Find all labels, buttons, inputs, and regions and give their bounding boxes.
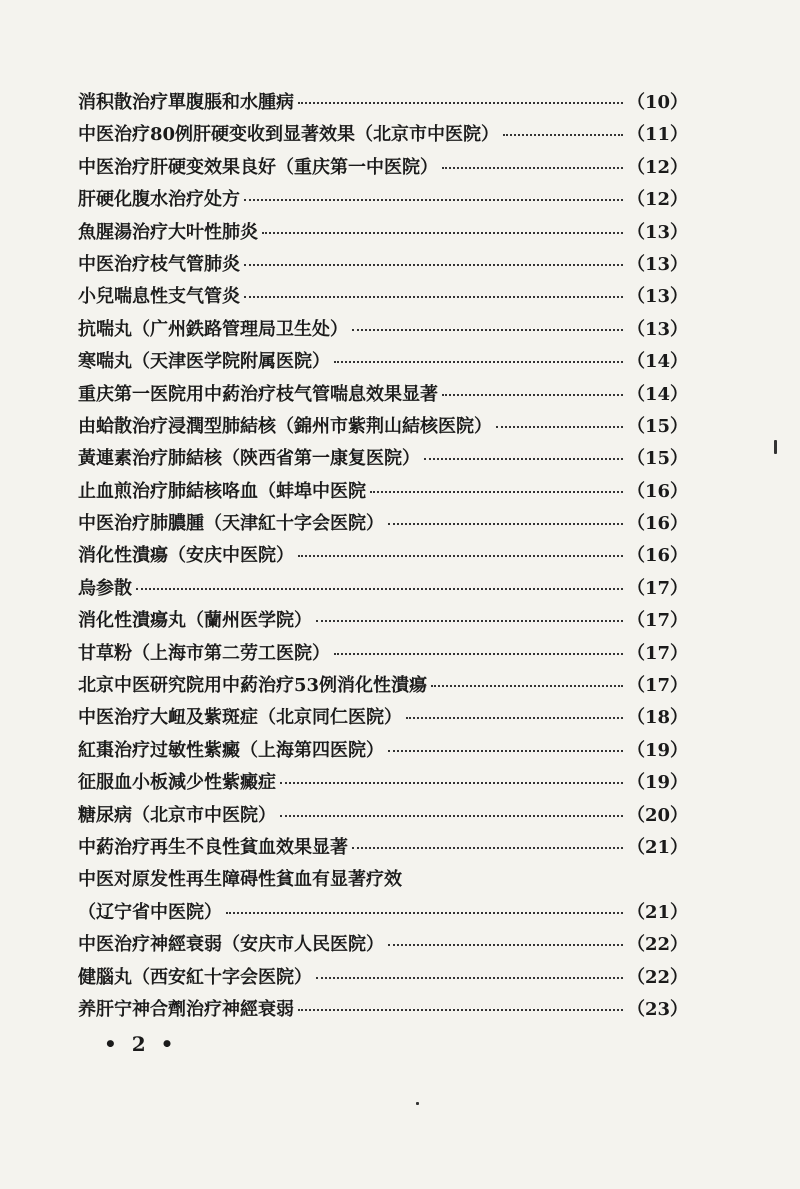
toc-entry — [78, 282, 688, 314]
toc-page-number: 16 — [644, 480, 670, 502]
dot-leader — [406, 717, 623, 719]
toc-entry — [78, 315, 688, 347]
toc-entry — [78, 703, 688, 735]
toc-page-number: 17 — [644, 675, 670, 697]
dot-leader — [388, 523, 623, 525]
toc-page-ref: （22） — [626, 934, 688, 956]
toc-entry-title: 征服血小板減少性紫癜症 — [78, 772, 276, 794]
dot-leader — [244, 264, 623, 266]
page-number: • 2 • — [104, 1032, 178, 1056]
toc-entry-title: 止血煎治疗肺結核咯血（蚌埠中医院 — [78, 480, 366, 502]
dot-leader — [442, 394, 623, 396]
toc-page-ref: （21） — [626, 836, 688, 858]
toc-page-number: 13 — [644, 253, 670, 275]
toc-page-number: 15 — [644, 415, 670, 437]
dot-leader — [352, 847, 623, 849]
ink-speck — [774, 440, 777, 454]
toc-page-ref: （14） — [626, 383, 688, 405]
toc-page-ref: （18） — [626, 707, 688, 729]
toc-page-number: 14 — [644, 351, 670, 373]
dot-leader — [316, 620, 623, 622]
toc-page-ref: （17） — [626, 577, 688, 599]
toc-entry — [78, 477, 688, 509]
toc-entry-title: 中医治疗80例肝硬变收到显著效果（北京市中医院） — [78, 124, 500, 146]
toc-entry-title: 消化性潰瘍丸（蘭州医学院） — [78, 610, 312, 632]
toc-entry — [78, 185, 688, 217]
toc-entry-title: 中葯治疗再生不良性貧血效果显著 — [78, 836, 348, 858]
toc-entry — [78, 412, 688, 444]
dot-leader — [298, 102, 623, 104]
toc-page-ref: （20） — [626, 804, 688, 826]
toc-entry-title: 魚腥湯治疗大叶性肺炎 — [78, 221, 258, 243]
toc-page-number: 10 — [644, 92, 670, 113]
toc-entry-title: （辽宁省中医院） — [78, 901, 222, 923]
toc-page-number: 22 — [644, 966, 670, 988]
toc-page-ref: （17） — [626, 675, 688, 697]
toc-page-number: 11 — [644, 124, 670, 146]
toc-entry-title: 中医治疗神經衰弱（安庆市人民医院） — [78, 934, 384, 956]
toc-page-ref: （12） — [626, 189, 688, 211]
dot-leader — [503, 134, 623, 136]
toc-entry — [78, 898, 688, 930]
toc-entry — [78, 833, 688, 865]
toc-page-ref: （16） — [626, 513, 688, 535]
toc-entry-title: 由蛤散治疗浸潤型肺結核（錦州市紫荆山結核医院） — [78, 415, 492, 437]
toc-page-ref: （17） — [626, 642, 688, 664]
toc-entry-title: 甘草粉（上海市第二劳工医院） — [78, 642, 330, 664]
toc-page-number: 16 — [644, 513, 670, 535]
dot-leader — [424, 458, 623, 460]
dot-leader — [334, 361, 623, 363]
dot-leader — [244, 199, 623, 201]
toc-page-number: 21 — [644, 901, 670, 923]
toc-page-number: 13 — [644, 286, 670, 308]
toc-entry — [78, 963, 688, 995]
dot-leader — [244, 296, 623, 298]
toc-page-ref: （13） — [626, 318, 688, 340]
toc-page-number: 19 — [644, 739, 670, 761]
toc-entry — [78, 930, 688, 962]
toc-page-number: 14 — [644, 383, 670, 405]
toc-entry — [78, 250, 688, 282]
toc-entry-title: 重庆第一医院用中葯治疗枝气管喘息效果显著 — [78, 383, 438, 405]
toc-entry-title: 烏参散 — [78, 577, 132, 599]
toc-entry — [78, 380, 688, 412]
dot-leader — [298, 1009, 623, 1011]
dot-leader — [316, 977, 623, 979]
toc-page-number: 12 — [644, 189, 670, 211]
toc-page-ref: （13） — [626, 286, 688, 308]
toc-entry-title: 中医治疗大衄及紫斑症（北京同仁医院） — [78, 707, 402, 729]
dot-leader — [431, 685, 623, 687]
toc-entry-title: 糖尿病（北京市中医院） — [78, 804, 276, 826]
toc-entry — [78, 347, 688, 379]
toc-page-ref: （22） — [626, 966, 688, 988]
dot-leader — [496, 426, 623, 428]
toc-entry-title: 消积散治疗單腹脹和水腫病 — [78, 92, 294, 113]
dot-leader — [388, 944, 623, 946]
dot-leader — [352, 329, 623, 331]
toc-entry — [78, 736, 688, 768]
toc-entry — [78, 120, 688, 152]
toc-entry-title: 黃連素治疗肺結核（陝西省第一康复医院） — [78, 448, 420, 470]
toc-entry — [78, 801, 688, 833]
dot-leader — [226, 912, 623, 914]
toc-entry-title: 紅棗治疗过敏性紫癜（上海第四医院） — [78, 739, 384, 761]
toc-page-ref: （11） — [626, 124, 688, 146]
toc-entry — [78, 509, 688, 541]
toc-entry-title: 寒喘丸（天津医学院附属医院） — [78, 351, 330, 373]
toc-entry-title: 中医治疗肝硬变效果良好（重庆第一中医院） — [78, 156, 438, 178]
toc-entry — [78, 153, 688, 185]
dot-leader — [334, 653, 623, 655]
toc-page-ref: （21） — [626, 901, 688, 923]
dot-leader — [280, 815, 623, 817]
toc-page-number: 19 — [644, 772, 670, 794]
toc-entry — [78, 574, 688, 606]
toc-entry — [78, 671, 688, 703]
toc-page-number: 17 — [644, 642, 670, 664]
toc-page-number: 17 — [644, 610, 670, 632]
toc-page-ref: （13） — [626, 221, 688, 243]
toc-entry-title: 中医治疗肺膿腫（天津紅十字会医院） — [78, 513, 384, 535]
toc-entry-title: 中医治疗枝气管肺炎 — [78, 253, 240, 275]
toc-page-number: 20 — [644, 804, 670, 826]
toc-entry-title: 肝硬化腹水治疗处方 — [78, 189, 240, 211]
toc-page-number: 23 — [644, 998, 670, 1020]
toc-entry — [78, 995, 688, 1027]
dot-leader — [442, 167, 623, 169]
toc-entry — [78, 444, 688, 476]
dot-leader — [370, 491, 623, 493]
toc-entry — [78, 606, 688, 638]
dot-leader — [298, 555, 623, 557]
dot-leader — [136, 588, 623, 590]
toc-entry-title: 养肝宁神合劑治疗神經衰弱 — [78, 998, 294, 1020]
toc-page-ref: （23） — [626, 998, 688, 1020]
toc-page-number: 12 — [644, 156, 670, 178]
dot-leader — [280, 782, 623, 784]
dot-leader — [262, 232, 623, 234]
toc-page-ref: （12） — [626, 156, 688, 178]
toc-page-ref: （10） — [626, 92, 688, 113]
toc-page-ref: （19） — [626, 772, 688, 794]
toc-page-number: 18 — [644, 707, 670, 729]
toc-page-ref: （15） — [626, 415, 688, 437]
toc-page-ref: （16） — [626, 480, 688, 502]
toc-entry — [78, 218, 688, 250]
toc-entry — [78, 768, 688, 800]
toc-entry — [78, 865, 688, 897]
toc-page-ref: （15） — [626, 448, 688, 470]
toc-page-number: 15 — [644, 448, 670, 470]
toc-entry-title: 健腦丸（西安紅十字会医院） — [78, 966, 312, 988]
toc-entry — [78, 541, 688, 573]
toc-page-ref: （13） — [626, 253, 688, 275]
toc-entry-title: 北京中医研究院用中葯治疗53例消化性潰瘍 — [78, 675, 428, 697]
dot-leader — [388, 750, 623, 752]
toc-entry-title: 小兒喘息性支气管炎 — [78, 286, 240, 308]
toc-page-number: 13 — [644, 318, 670, 340]
toc-entry-title: 消化性潰瘍（安庆中医院） — [78, 545, 294, 567]
toc-page-ref: （14） — [626, 351, 688, 373]
toc-entry-title: 抗喘丸（广州鉄路管理局卫生处） — [78, 318, 348, 340]
toc-page-ref: （17） — [626, 610, 688, 632]
toc-entry — [78, 88, 688, 120]
table-of-contents — [78, 88, 688, 1027]
toc-page-ref: （16） — [626, 545, 688, 567]
toc-page-number: 17 — [644, 577, 670, 599]
toc-page-ref: （19） — [626, 739, 688, 761]
toc-entry-title: 中医对原发性再生障碍性貧血有显著疗效 — [78, 869, 402, 891]
ink-speck — [416, 1102, 419, 1105]
toc-entry — [78, 639, 688, 671]
toc-page-number: 13 — [644, 221, 670, 243]
toc-page-number: 22 — [644, 934, 670, 956]
toc-page-number: 16 — [644, 545, 670, 567]
toc-page-number: 21 — [644, 836, 670, 858]
